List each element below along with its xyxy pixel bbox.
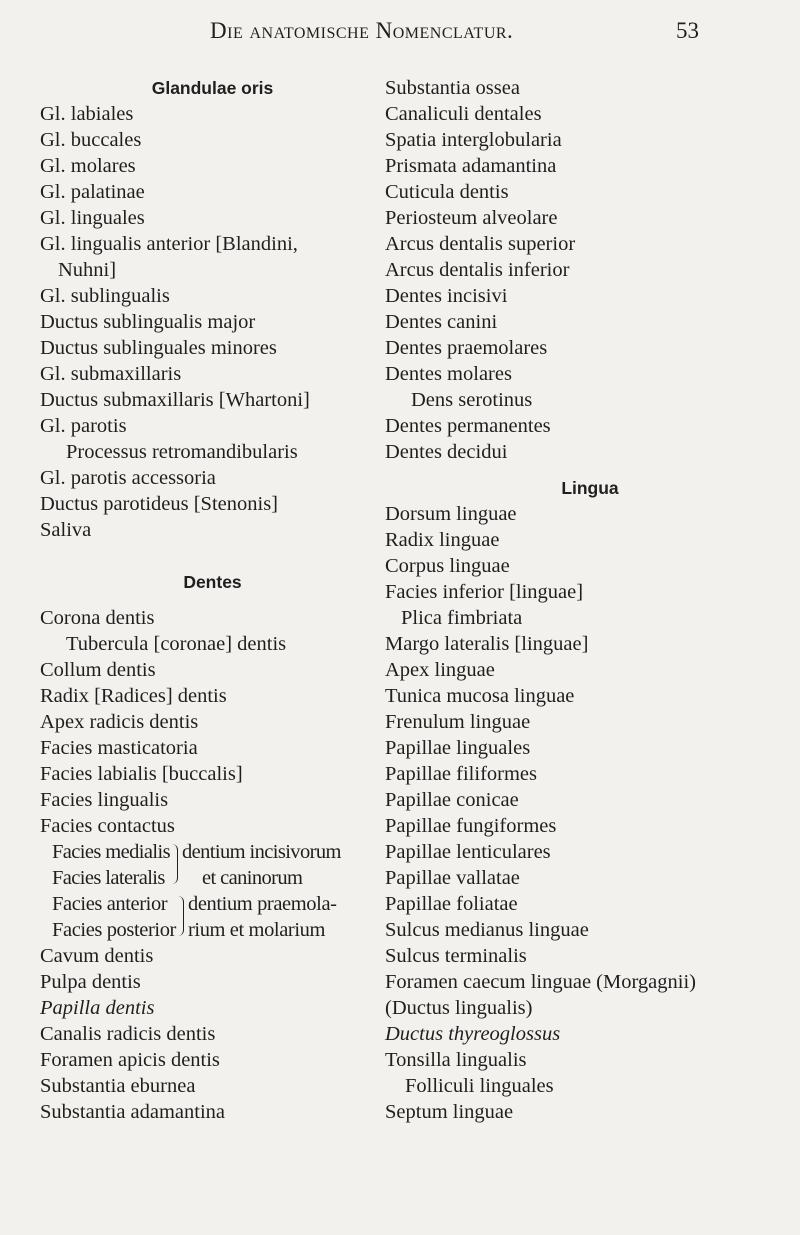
term: Frenulum linguae [385,711,531,733]
term: Collum dentis [40,659,156,681]
term: Facies anterior [52,893,168,915]
term: Substantia adamantina [40,1101,226,1123]
term: Dentes decidui [385,441,508,463]
term: Dentes incisivi [385,285,508,307]
term: Facies labialis [buccalis] [40,763,243,785]
term: Plica fimbriata [401,607,523,629]
term: Foramen caecum linguae (Morgagnii) [385,971,697,993]
term: Papillae filiformes [385,763,537,785]
term: Sulcus terminalis [385,945,527,967]
term: Folliculi linguales [405,1075,554,1097]
term: Facies medialis [52,841,170,863]
term: Spatia interglobularia [385,129,562,151]
term: Canaliculi dentales [385,103,542,125]
term: Dentes canini [385,311,498,333]
term-italic: Ductus thyreoglossus [385,1023,561,1045]
term: Papillae vallatae [385,867,520,889]
term: Ductus sublingualis major [40,311,256,333]
section-heading-dentes: Dentes [183,572,242,592]
brace-group-incisivorum [40,839,385,891]
term: Substantia ossea [385,77,520,99]
term: Periosteum alveolare [385,207,558,229]
section-heading-glandulae-oris: Glandulae oris [151,78,274,98]
term: Substantia eburnea [40,1075,196,1097]
term: Cuticula dentis [385,181,509,203]
term-continuation: Nuhni] [58,259,117,281]
term: Prismata adamantina [385,155,557,177]
term: Tubercula [coronae] dentis [66,633,287,655]
term: Papillae lenticulares [385,841,551,863]
term-italic: Papilla dentis [40,997,155,1019]
term: Facies contactus [40,815,175,837]
running-title: Die anatomische Nomenclatur. [210,18,514,43]
term: Tonsilla lingualis [385,1049,527,1071]
term: Dentes praemolares [385,337,548,359]
term: Papillae fungiformes [385,815,557,837]
page-header [0,18,800,48]
term: Corona dentis [40,607,155,629]
brace [177,896,184,936]
term: Dentes molares [385,363,512,385]
term: Dens serotinus [411,389,533,411]
term: Gl. parotis [40,415,127,437]
term: Ductus submaxillaris [Whartoni] [40,389,310,411]
left-column [40,75,385,1125]
term: Apex radicis dentis [40,711,199,733]
term: Arcus dentalis superior [385,233,576,255]
term: Gl. lingualis anterior [Blandini, [40,233,298,255]
brace-text: et caninorum [201,867,303,889]
term: Gl. buccales [40,129,142,151]
term: Gl. molares [40,155,136,177]
term: Gl. sublingualis [40,285,170,307]
term: Apex linguae [385,659,495,681]
term: Dorsum linguae [385,503,517,525]
brace-text: dentium praemola- [187,893,337,915]
term: Gl. submaxillaris [40,363,182,385]
term: Dentes permanentes [385,415,551,437]
term: Facies lateralis [52,867,165,889]
term: Sulcus medianus linguae [385,919,589,941]
term: Corpus linguae [385,555,510,577]
brace [171,844,178,884]
page-number: 53 [676,18,699,43]
term: Ductus parotideus [Stenonis] [40,493,278,515]
term: Margo lateralis [linguae] [385,633,589,655]
term: Pulpa dentis [40,971,141,993]
term: Radix [Radices] dentis [40,685,227,707]
term: Gl. palatinae [40,181,145,203]
term: Septum linguae [385,1101,514,1123]
term: Papillae linguales [385,737,531,759]
term: Foramen apicis dentis [40,1049,220,1071]
term: Arcus dentalis inferior [385,259,570,281]
term: Processus retromandibularis [66,441,298,463]
brace-group-molarium [40,891,385,943]
term: Radix linguae [385,529,500,551]
right-column [385,75,795,1125]
term: Ductus sublinguales minores [40,337,277,359]
term: Saliva [40,519,92,541]
term: Papillae foliatae [385,893,518,915]
term: Gl. parotis accessoria [40,467,216,489]
term: Facies lingualis [40,789,169,811]
brace-text: rium et molarium [187,919,326,941]
term: Cavum dentis [40,945,154,967]
term: Facies posterior [52,919,176,941]
brace-text: dentium incisivorum [181,841,341,863]
term: Papillae conicae [385,789,519,811]
section-heading-lingua: Lingua [561,478,619,498]
term: (Ductus lingualis) [385,997,533,1019]
term: Canalis radicis dentis [40,1023,216,1045]
term: Gl. linguales [40,207,145,229]
term: Gl. labiales [40,103,134,125]
term: Facies inferior [linguae] [385,581,584,603]
term: Facies masticatoria [40,737,198,759]
term: Tunica mucosa linguae [385,685,575,707]
